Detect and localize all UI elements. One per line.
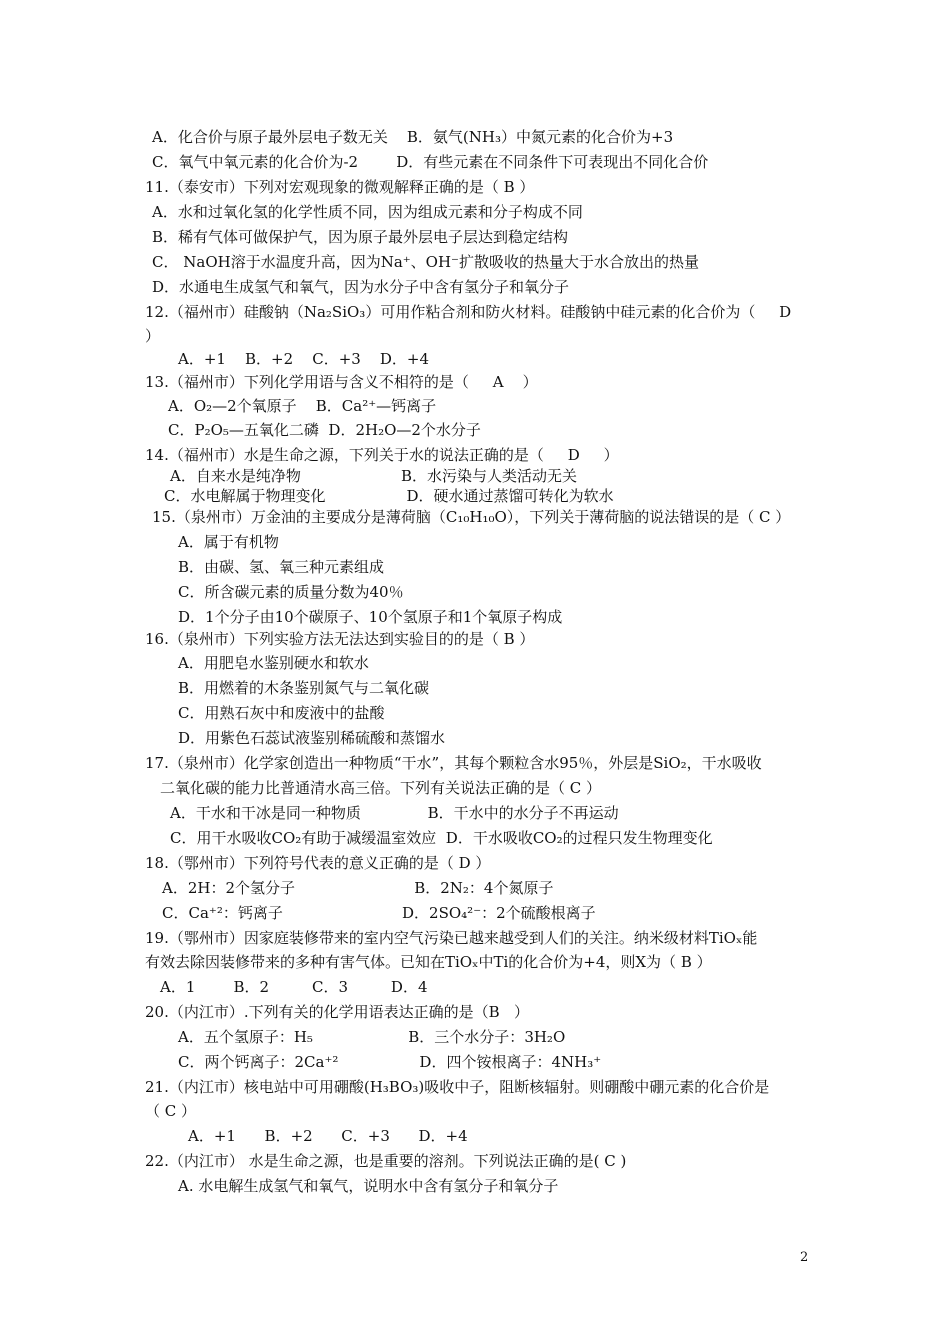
text-line: B．用燃着的木条鉴别氮气与二氧化碳	[178, 679, 430, 697]
text-line: C．P₂O₅—五氧化二磷 D．2H₂O—2个水分子	[168, 421, 481, 439]
text-line: 14.（福州市）水是生命之源，下列关于水的说法正确的是（ D ）	[145, 446, 619, 464]
text-line: 13.（福州市）下列化学用语与含义不相符的是（ A ）	[145, 373, 538, 391]
text-line: A. 水电解生成氢气和氧气，说明水中含有氢分子和氧分子	[178, 1177, 559, 1195]
text-line: D．水通电生成氢气和氧气，因为水分子中含有氢分子和氧分子	[152, 278, 570, 296]
text-line: A．+1 B．+2 C．+3 D．+4	[178, 350, 430, 368]
text-line: 11.（泰安市）下列对宏观现象的微观解释正确的是（ B ）	[145, 178, 535, 196]
page-number: 2	[800, 1250, 809, 1265]
text-line: A．用肥皂水鉴别硬水和软水	[178, 654, 369, 672]
text-line: 17.（泉州市）化学家创造出一种物质“干水”，其每个颗粒含水95％，外层是SiO₂，干水吸收	[145, 754, 762, 772]
text-line: A．五个氢原子：H₅ B．三个水分子：3H₂O	[178, 1028, 566, 1046]
text-line: （ C ）	[145, 1102, 197, 1120]
text-line: 15.（泉州市）万金油的主要成分是薄荷脑（C₁₀H₁₀O），下列关于薄荷脑的说法错误的是（ C ）	[152, 508, 791, 526]
text-line: A．干水和干冰是同一种物质 B．干水中的水分子不再运动	[170, 804, 619, 822]
text-line: 16.（泉州市）下列实验方法无法达到实验目的的是（ B ）	[145, 630, 535, 648]
text-line: C．水电解属于物理变化 D．硬水通过蒸馏可转化为软水	[164, 487, 614, 505]
text-line: A．O₂—2个氧原子 B．Ca²⁺—钙离子	[168, 397, 437, 415]
text-line: C．用熟石灰中和废液中的盐酸	[178, 704, 385, 722]
text-line: 20.（内江市）.下列有关的化学用语表达正确的是（B ）	[145, 1003, 529, 1021]
text-line: B．由碳、氢、氧三种元素组成	[178, 558, 385, 576]
text-line: 12.（福州市）硅酸钠（Na₂SiO₃）可用作粘合剂和防火材料。硅酸钠中硅元素的化合价为（ D	[145, 303, 792, 321]
text-line: A．水和过氧化氢的化学性质不同，因为组成元素和分子构成不同	[152, 203, 583, 221]
text-line: C．两个钙离子：2Ca⁺² D．四个铵根离子：4NH₃⁺	[178, 1053, 602, 1071]
text-line: A．自来水是纯净物 B．水污染与人类活动无关	[170, 467, 577, 485]
text-line: A．化合价与原子最外层电子数无关 B．氨气(NH₃）中氮元素的化合价为+3	[152, 128, 674, 146]
text-line: C． NaOH溶于水温度升高，因为Na⁺、OH⁻扩散吸收的热量大于水合放出的热量	[152, 253, 699, 271]
text-line: C．氧气中氧元素的化合价为-2 D．有些元素在不同条件下可表现出不同化合价	[152, 153, 709, 171]
text-line: C．所含碳元素的质量分数为40％	[178, 583, 404, 601]
text-line: C．Ca⁺²：钙离子 D．2SO₄²⁻：2个硫酸根离子	[162, 904, 596, 922]
text-line: A．1 B．2 C．3 D．4	[160, 978, 428, 996]
text-line: A．+1 B．+2 C．+3 D．+4	[188, 1127, 468, 1145]
text-line: 18.（鄂州市）下列符号代表的意义正确的是（ D ）	[145, 854, 491, 872]
text-line: 21.（内江市）核电站中可用硼酸(H₃BO₃)吸收中子，阻断核辐射。则硼酸中硼元素的化合价是	[145, 1078, 770, 1096]
text-line: 19.（鄂州市）因家庭装修带来的室内空气污染已越来越受到人们的关注。纳米级材料TiOₓ能	[145, 929, 758, 947]
text-line: C．用干水吸收CO₂有助于减缓温室效应 D．干水吸收CO₂的过程只发生物理变化	[170, 829, 713, 847]
text-line: D．用紫色石蕊试液鉴别稀硫酸和蒸馏水	[178, 729, 446, 747]
text-line: A．属于有机物	[178, 533, 279, 551]
text-line: ）	[145, 327, 161, 345]
text-line: 有效去除因装修带来的多种有害气体。已知在TiOₓ中Ti的化合价为+4，则X为（ B ）	[145, 953, 712, 971]
text-line: A．2H：2个氢分子 B．2N₂：4个氮原子	[162, 879, 554, 897]
text-line: 22.（内江市） 水是生命之源，也是重要的溶剂。下列说法正确的是( C )	[145, 1152, 627, 1170]
text-line: 二氧化碳的能力比普通清水高三倍。下列有关说法正确的是（ C ）	[160, 779, 602, 797]
text-line: D．1个分子由10个碳原子、10个氢原子和1个氧原子构成	[178, 608, 563, 626]
text-line: B．稀有气体可做保护气，因为原子最外层电子层达到稳定结构	[152, 228, 569, 246]
